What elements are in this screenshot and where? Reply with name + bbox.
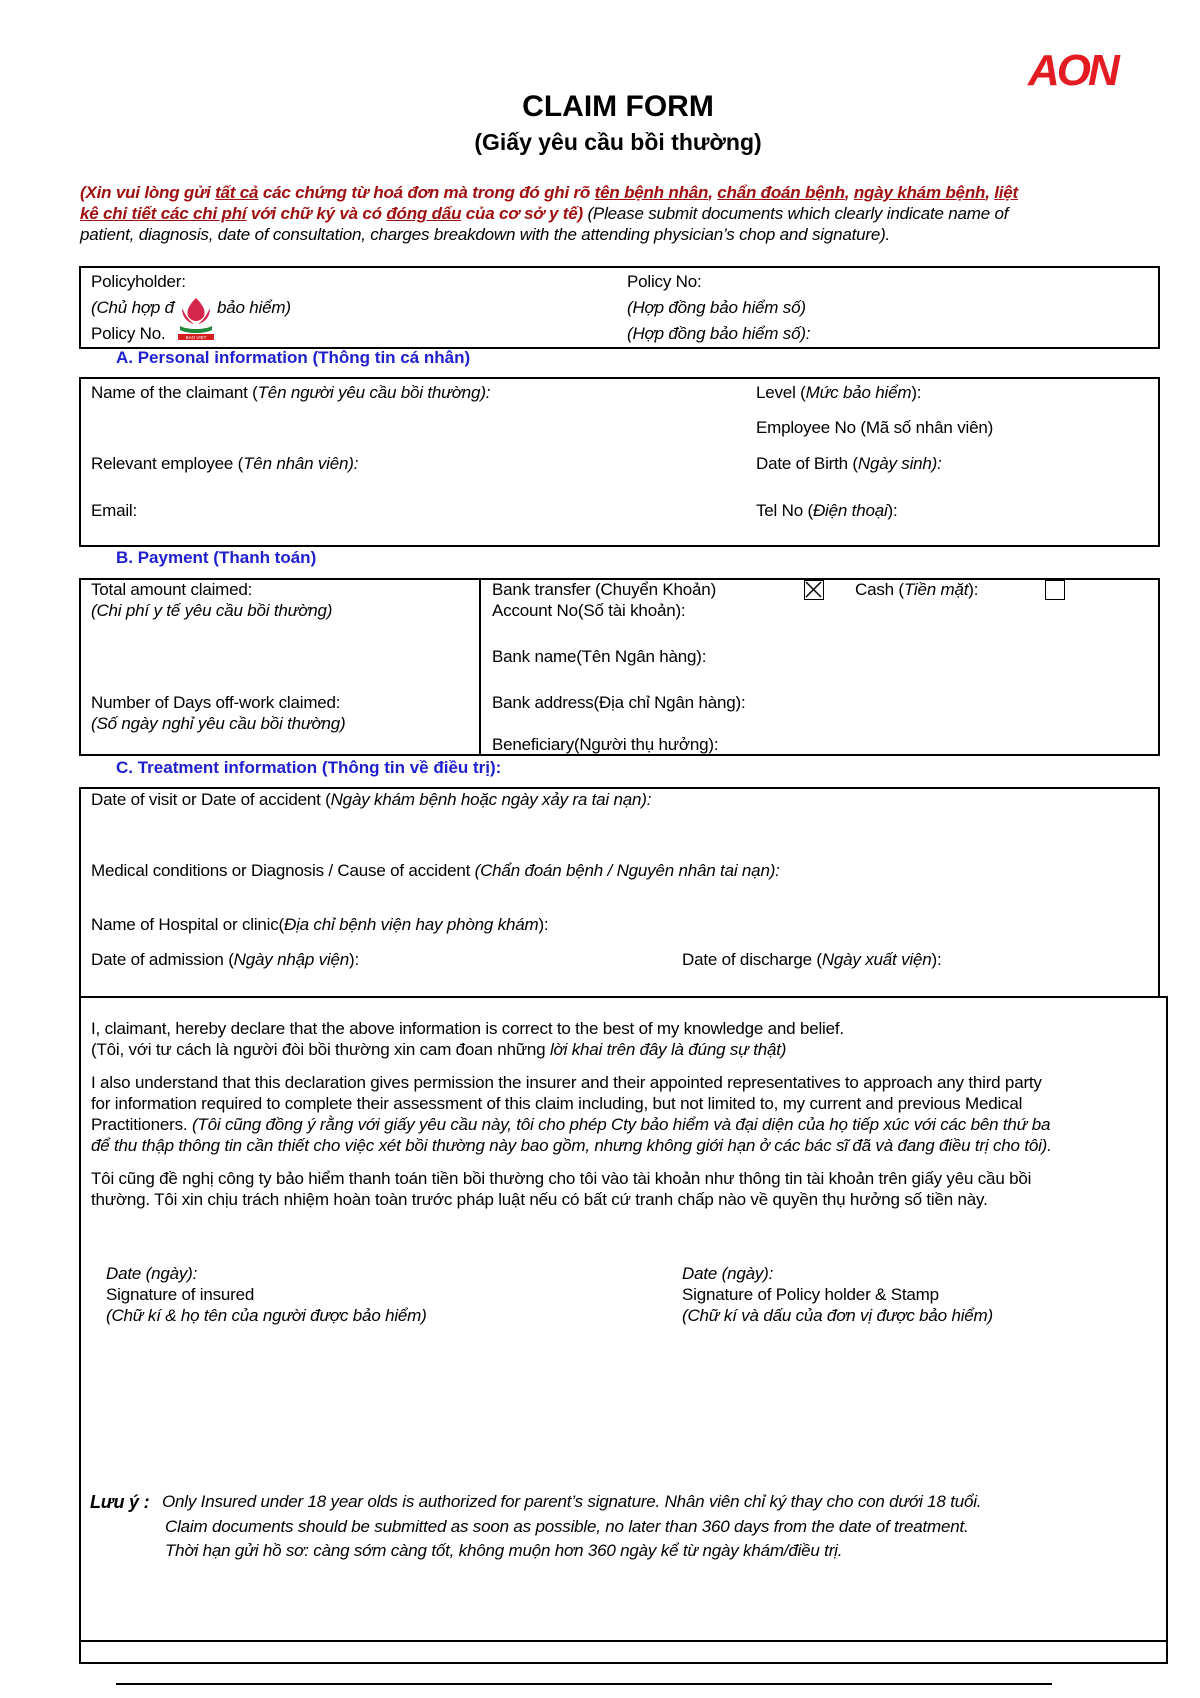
declaration-p1-en: I, claimant, hereby declare that the above information is correct to the best of my knowledge and belief. bbox=[91, 1019, 844, 1038]
days-off-vn: (Số ngày nghỉ yêu cầu bồi thường) bbox=[91, 714, 346, 733]
declaration-bottom-rule bbox=[79, 1640, 1168, 1642]
policy-no-label: Policy No: bbox=[627, 272, 702, 291]
payment-divider bbox=[479, 578, 481, 756]
claimant-name-label: Name of the claimant (Tên người yêu cầu bồi thường): bbox=[91, 383, 491, 402]
visit-date-label: Date of visit or Date of accident (Ngày khám bệnh hoặc ngày xảy ra tai nạn): bbox=[91, 790, 652, 809]
footer-rule bbox=[116, 1683, 1052, 1685]
declaration-p3-l2: thường. Tôi xin chịu trách nhiệm hoàn toàn trước pháp luật nếu có bất cứ tranh chấp nào về quyền thụ hưởng số tiền này. bbox=[91, 1190, 988, 1209]
bank-name-label: Bank name(Tên Ngân hàng): bbox=[492, 647, 707, 666]
relevant-employee-label: Relevant employee (Tên nhân viên): bbox=[91, 454, 359, 473]
policy-no-vn-1: (Hợp đồng bảo hiểm số) bbox=[627, 298, 806, 317]
section-b-header: B. Payment (Thanh toán) bbox=[116, 548, 317, 567]
declaration-p2-l1: I also understand that this declaration gives permission the insurer and their appointed representatives to approach any third party bbox=[91, 1073, 1042, 1092]
policy-no-vn-2: (Hợp đồng bảo hiểm số): bbox=[627, 324, 811, 343]
declaration-p3-l1: Tôi cũng đề nghị công ty bảo hiểm thanh toán tiền bồi thường cho tôi vào tài khoản như thông tin tài khoản trên giấy yêu cầu bồi bbox=[91, 1169, 1032, 1188]
insured-signature-label: Signature of insured bbox=[106, 1285, 255, 1304]
aon-logo: AON bbox=[1028, 46, 1117, 95]
bank-address-label: Bank address(Địa chỉ Ngân hàng): bbox=[492, 693, 746, 712]
insured-date-label: Date (ngày): bbox=[106, 1264, 198, 1283]
bao-viet-stamp-icon bbox=[176, 294, 216, 340]
discharge-date-label: Date of discharge (Ngày xuất viện): bbox=[682, 950, 942, 969]
instructions-line-3: patient, diagnosis, date of consultation, charges breakdown with the attending physician’s chop and signature). bbox=[80, 225, 891, 244]
total-amount-label: Total amount claimed: bbox=[91, 580, 253, 599]
page-title: CLAIM FORM bbox=[522, 90, 714, 123]
level-label: Level (Mức bảo hiểm): bbox=[756, 383, 922, 402]
hospital-label: Name of Hospital or clinic(Địa chỉ bệnh viện hay phòng khám): bbox=[91, 915, 549, 934]
declaration-p2-l3: Practitioners. (Tôi cũng đồng ý rằng với giấy yêu cầu này, tôi cho phép Cty bảo hiểm và đại diện của họ tiếp xúc với các bên thứ ba bbox=[91, 1115, 1051, 1134]
admission-date-label: Date of admission (Ngày nhập viện): bbox=[91, 950, 359, 969]
holder-signature-label: Signature of Policy holder & Stamp bbox=[682, 1285, 939, 1304]
section-a-header: A. Personal information (Thông tin cá nhân) bbox=[116, 348, 471, 367]
insured-signature-vn: (Chữ kí & họ tên của người được bảo hiểm) bbox=[106, 1306, 427, 1325]
beneficiary-label: Beneficiary(Người thụ hưởng): bbox=[492, 735, 719, 754]
page-subtitle: (Giấy yêu cầu bồi thường) bbox=[474, 129, 762, 155]
bank-transfer-label: Bank transfer (Chuyển Khoản) bbox=[492, 580, 717, 599]
declaration-p2-l2: for information required to complete their assessment of this claim including, but not limited to, my current and previous Medical bbox=[91, 1094, 1023, 1113]
note-line-1: Only Insured under 18 year olds is authorized for parent’s signature. Nhân viên chỉ ký thay cho con dưới 18 tuổi. bbox=[162, 1492, 982, 1511]
holder-date-label: Date (ngày): bbox=[682, 1264, 774, 1283]
total-amount-vn: (Chi phí y tế yêu cầu bồi thường) bbox=[91, 601, 333, 620]
policyholder-vn-b: bảo hiểm) bbox=[217, 298, 291, 317]
email-label: Email: bbox=[91, 501, 138, 520]
note-line-3: Thời hạn gửi hồ sơ: càng sớm càng tốt, không muộn hơn 360 ngày kể từ ngày khám/điều trị. bbox=[165, 1541, 843, 1560]
days-off-label: Number of Days off-work claimed: bbox=[91, 693, 341, 712]
section-c-header: C. Treatment information (Thông tin về điều trị): bbox=[116, 758, 502, 777]
instructions-line-1: (Xin vui lòng gửi tất cả các chứng từ hoá đơn mà trong đó ghi rõ tên bệnh nhân, chẩn đoán bệnh, ngày khám bệnh, liệt bbox=[80, 183, 1018, 202]
policyholder-vn-a: (Chủ hợp đ bbox=[91, 298, 174, 317]
cash-checkbox[interactable] bbox=[1045, 580, 1065, 600]
note-line-2: Claim documents should be submitted as soon as possible, no later than 360 days from the date of treatment. bbox=[165, 1517, 969, 1536]
dob-label: Date of Birth (Ngày sinh): bbox=[756, 454, 942, 473]
diagnosis-label: Medical conditions or Diagnosis / Cause of accident (Chẩn đoán bệnh / Nguyên nhân tai nạn): bbox=[91, 861, 780, 880]
cash-label: Cash (Tiền mặt): bbox=[855, 580, 979, 599]
svg-text:BAO VIET: BAO VIET bbox=[185, 335, 207, 340]
note-label: Lưu ý : bbox=[90, 1492, 150, 1512]
declaration-p2-l4: để thu thập thông tin cần thiết cho việc xét bồi thường này bao gồm, nhưng không giới hạn ở các bác sĩ đã và đang điều trị cho tôi). bbox=[91, 1136, 1052, 1155]
declaration-p1-vn: (Tôi, với tư cách là người đòi bồi thường xin cam đoan những lời khai trên đây là đúng sự thật) bbox=[91, 1040, 787, 1059]
tel-label: Tel No (Điện thoại): bbox=[756, 501, 898, 520]
holder-signature-vn: (Chữ kí và dấu của đơn vị được bảo hiểm) bbox=[682, 1306, 993, 1325]
account-no-label: Account No(Số tài khoản): bbox=[492, 601, 686, 620]
policyholder-label: Policyholder: bbox=[91, 272, 186, 291]
instructions-line-2: kê chi tiết các chi phí với chữ ký và có đóng dấu của cơ sở y tế) (Please submit documents which clearly indicate name of bbox=[80, 204, 1009, 223]
employee-no-label: Employee No (Mã số nhân viên) bbox=[756, 418, 994, 437]
bank-transfer-checkbox[interactable] bbox=[804, 580, 824, 600]
policy-no-a: Policy No. bbox=[91, 324, 166, 343]
